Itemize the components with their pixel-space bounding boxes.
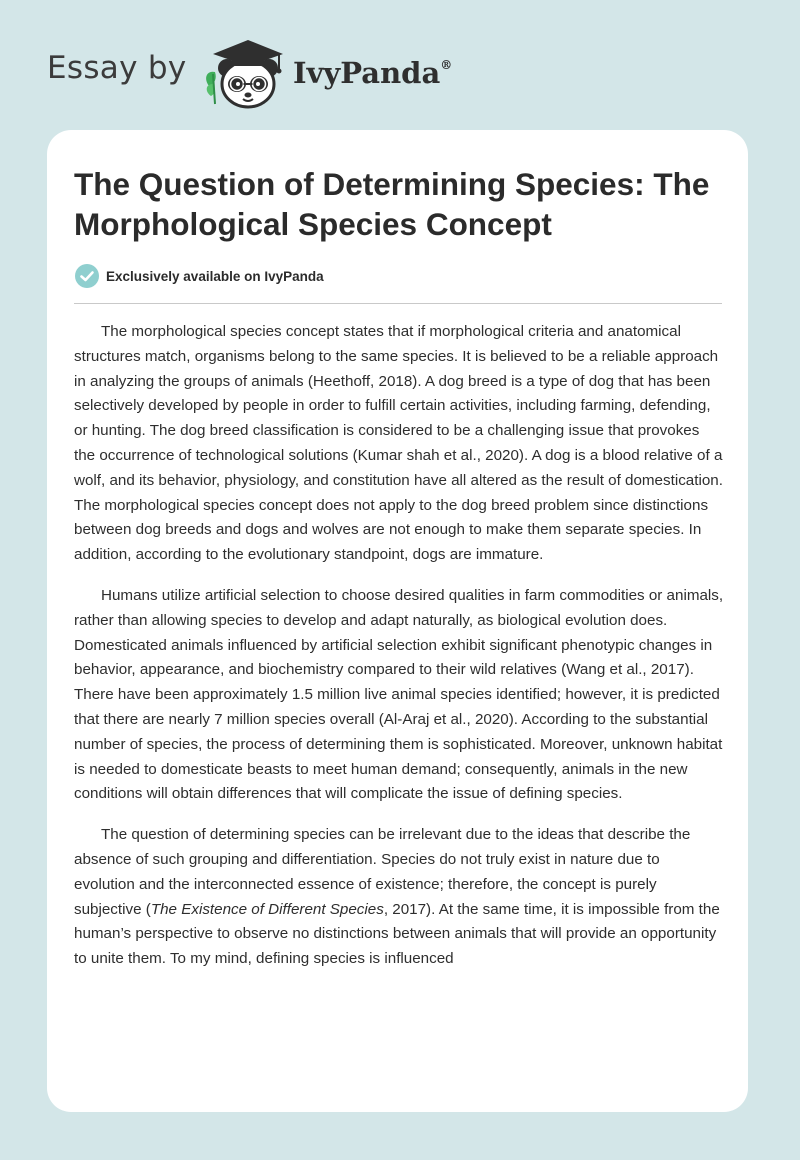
essay-by-label: Essay by xyxy=(47,50,187,86)
page-title: The Question of Determining Species: The Morphological Species Concept xyxy=(74,166,710,242)
exclusive-badge xyxy=(74,263,324,289)
cited-title: The Existence of Different Species xyxy=(150,900,384,918)
trademark-symbol: ® xyxy=(440,58,453,72)
brand-name[interactable]: IvyPanda® xyxy=(293,56,453,90)
panda-graduate-icon[interactable] xyxy=(199,34,289,110)
paragraph: Humans utilize artificial selection to choose desired qualities in farm commodities or animals, rather than allowing species to develop and adapt naturally, as biological evolution does. Domesticated animals influenced by artificial selection exhibit significant phenotypic changes in behavior, appearance, and biochemistry compared to their wild relatives (Wang et al., 2017). There have been approximately 1.5 million live animal species identified; however, it is predicted that there are nearly 7 million species overall (Al-Araj et al., 2020). According to the substantial number of species, the process of determining them is sophisticated. Moreover, unknown habitat is needed to domesticate beasts to meet human demand; consequently, animals in the new conditions will obtain differences that will complicate the issue of defining species. xyxy=(74,586,724,803)
essay-card xyxy=(47,130,748,1112)
essay-body xyxy=(74,320,724,1110)
paragraph: The question of determining species can be irrelevant due to the ideas that describe the absence of such grouping and differentiation. Species do not truly exist in nature due to evolution and the interconnected essence of existence; therefore, the concept is purely subjective (The Existence of Different Species, 2017). At the same time, it is impossible from the human’s perspective to observe no distinctions between animals that will provide an opportunity to unite them. To my mind, defining species is influenced xyxy=(74,826,720,968)
exclusive-label: Exclusively available on IvyPanda xyxy=(106,268,324,284)
divider xyxy=(74,303,722,304)
site-header xyxy=(47,34,477,114)
paragraph: The morphological species concept states that if morphological criteria and anatomical structures match, organisms belong to the same species. It is believed to be a reliable approach in analyzing the groups of animals (Heethoff, 2018). A dog breed is a type of dog that has been selectively developed by people in order to fulfill certain activities, including farming, defending, or hunting. The dog breed classification is considered to be a challenging issue that provokes the occurrence of technological solutions (Kumar shah et al., 2020). A dog is a blood relative of a wolf, and its behavior, physiology, and constitution have all altered as the result of domestication. The morphological species concept does not apply to the dog breed problem since distinctions between dog breeds and dogs and wolves are not enough to make them separate species. In addition, according to the evolutionary standpoint, dogs are immature. xyxy=(74,323,723,564)
check-circle-icon xyxy=(74,263,100,289)
